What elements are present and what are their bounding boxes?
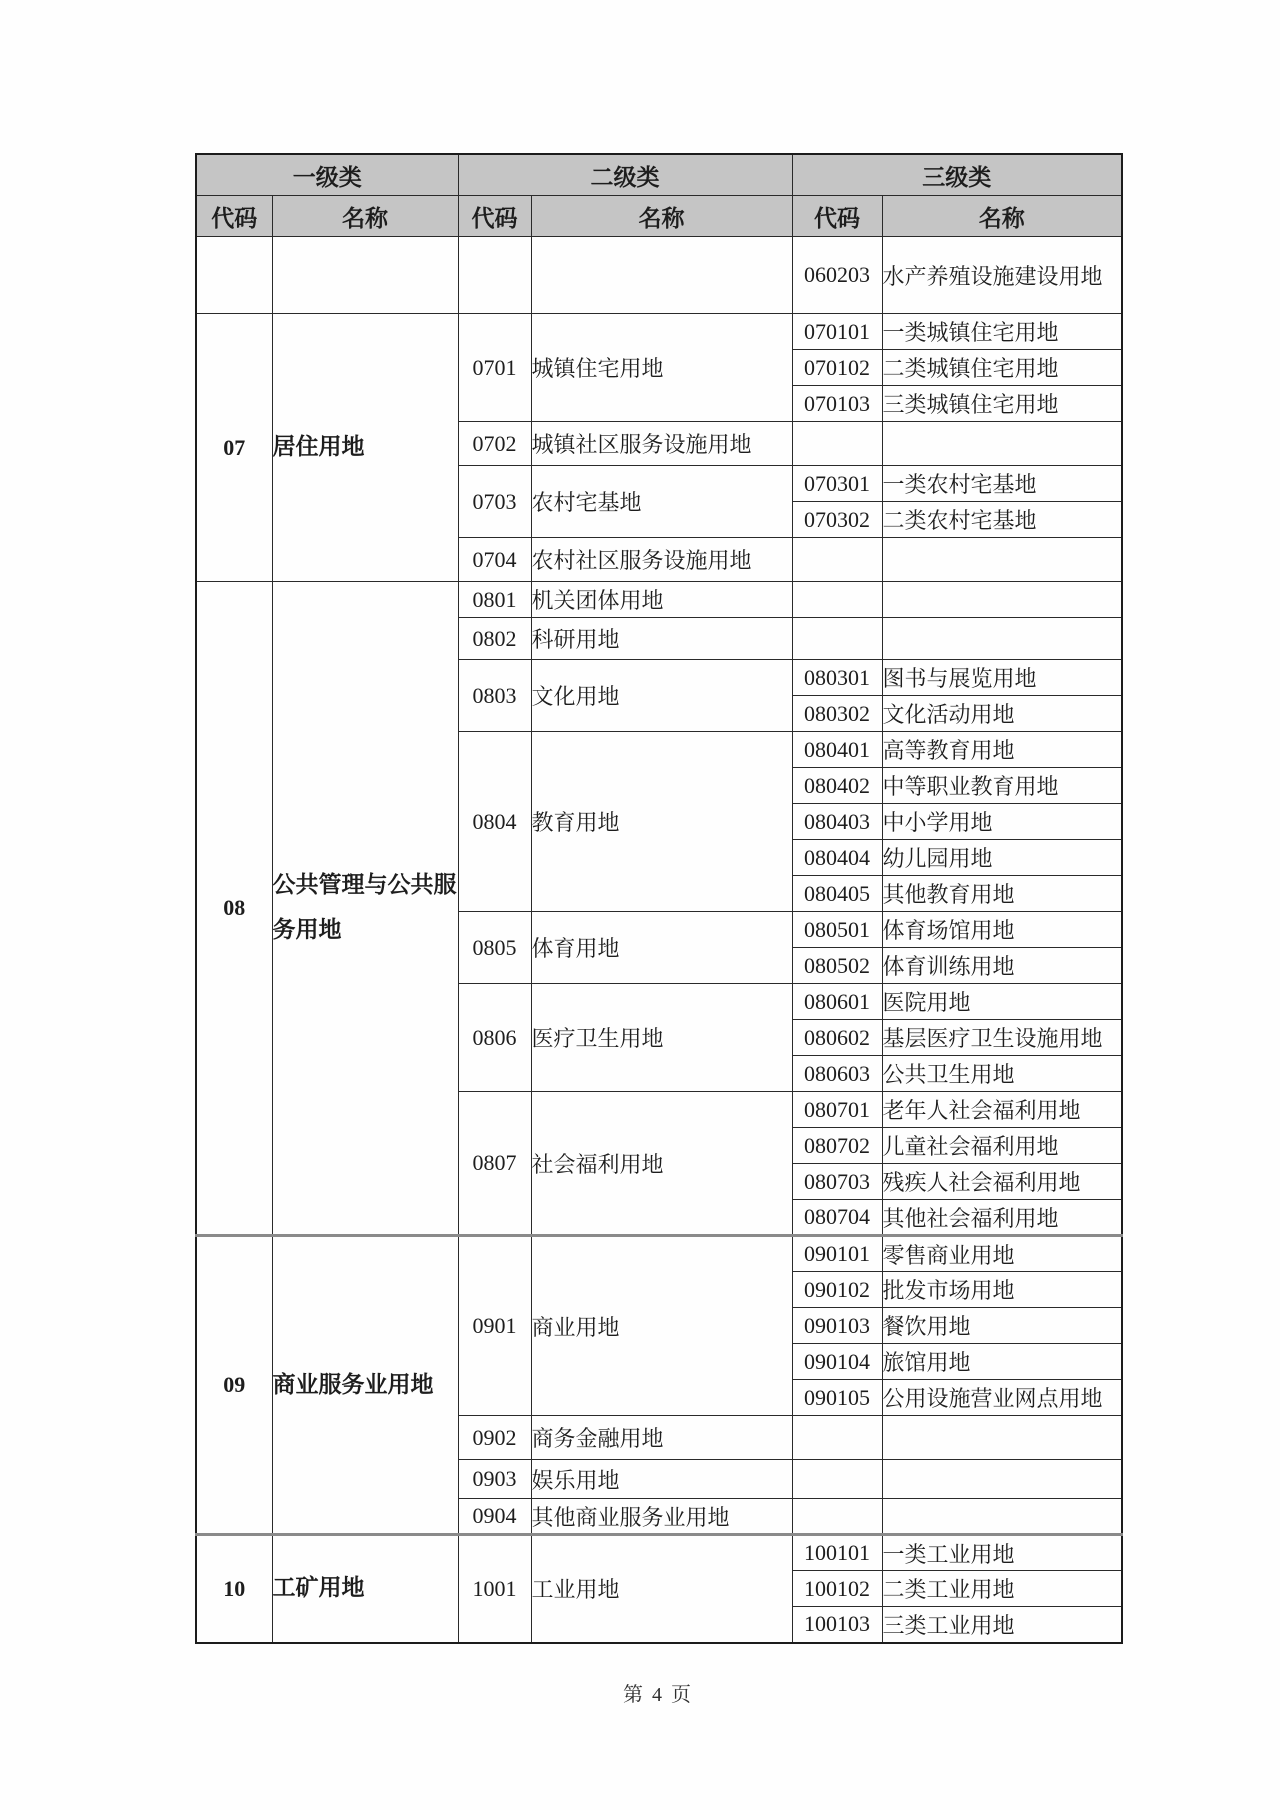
l3-code-cell <box>792 1416 882 1460</box>
l3-code-cell: 080402 <box>792 768 882 804</box>
l2-code-cell <box>458 237 531 314</box>
l2-code-cell: 0902 <box>458 1416 531 1460</box>
l1-code-cell <box>196 237 272 314</box>
l3-code-cell: 090102 <box>792 1272 882 1308</box>
l2-code-cell: 0702 <box>458 422 531 466</box>
l2-code-cell: 0704 <box>458 538 531 582</box>
l3-code-cell: 080603 <box>792 1056 882 1092</box>
l3-code-cell <box>792 1460 882 1499</box>
l3-code-cell: 080501 <box>792 912 882 948</box>
level2-group-header: 二级类 <box>458 154 792 196</box>
l1-name-header: 名称 <box>272 196 458 237</box>
l3-code-cell: 070102 <box>792 350 882 386</box>
l1-name-cell: 工矿用地 <box>272 1535 458 1643</box>
l3-code-cell: 090104 <box>792 1344 882 1380</box>
l2-name-header: 名称 <box>531 196 792 237</box>
l3-name-cell: 水产养殖设施建设用地 <box>882 237 1122 314</box>
l3-name-cell: 体育场馆用地 <box>882 912 1122 948</box>
l3-name-cell: 二类农村宅基地 <box>882 502 1122 538</box>
l3-code-cell: 090101 <box>792 1236 882 1272</box>
land-use-classification-table <box>195 153 1123 1644</box>
l2-name-cell: 机关团体用地 <box>531 582 792 618</box>
table-row <box>196 314 1122 350</box>
l3-name-cell <box>882 1416 1122 1460</box>
l3-name-cell: 公用设施营业网点用地 <box>882 1380 1122 1416</box>
l2-name-cell: 商务金融用地 <box>531 1416 792 1460</box>
l3-code-cell: 060203 <box>792 237 882 314</box>
l2-name-cell: 城镇社区服务设施用地 <box>531 422 792 466</box>
l3-code-cell: 080701 <box>792 1092 882 1128</box>
l2-code-cell: 0903 <box>458 1460 531 1499</box>
table-row <box>196 237 1122 314</box>
l2-code-cell: 0701 <box>458 314 531 422</box>
l3-name-cell: 零售商业用地 <box>882 1236 1122 1272</box>
l3-name-cell: 公共卫生用地 <box>882 1056 1122 1092</box>
l3-name-cell: 餐饮用地 <box>882 1308 1122 1344</box>
l3-code-cell: 080601 <box>792 984 882 1020</box>
l3-name-cell: 图书与展览用地 <box>882 660 1122 696</box>
l2-code-cell: 0703 <box>458 466 531 538</box>
l3-name-cell <box>882 618 1122 660</box>
l3-name-cell: 一类城镇住宅用地 <box>882 314 1122 350</box>
l3-code-cell <box>792 422 882 466</box>
l3-name-cell: 一类工业用地 <box>882 1535 1122 1571</box>
l1-name-cell: 商业服务业用地 <box>272 1236 458 1535</box>
l3-code-cell: 080704 <box>792 1200 882 1236</box>
l3-name-cell: 中等职业教育用地 <box>882 768 1122 804</box>
l2-name-cell: 科研用地 <box>531 618 792 660</box>
l3-code-cell <box>792 538 882 582</box>
l3-name-cell: 中小学用地 <box>882 804 1122 840</box>
l2-code-cell: 0805 <box>458 912 531 984</box>
l3-name-cell: 文化活动用地 <box>882 696 1122 732</box>
level3-group-header: 三级类 <box>792 154 1122 196</box>
l2-name-cell: 文化用地 <box>531 660 792 732</box>
l2-name-cell: 娱乐用地 <box>531 1460 792 1499</box>
level1-group-header: 一级类 <box>196 154 458 196</box>
l3-name-cell: 其他社会福利用地 <box>882 1200 1122 1236</box>
l3-name-cell: 三类工业用地 <box>882 1607 1122 1643</box>
l3-code-cell: 080602 <box>792 1020 882 1056</box>
l3-code-cell: 090103 <box>792 1308 882 1344</box>
group-header-row <box>196 154 1122 196</box>
l2-name-cell <box>531 237 792 314</box>
l2-code-cell: 1001 <box>458 1535 531 1643</box>
l3-name-cell: 老年人社会福利用地 <box>882 1092 1122 1128</box>
table-row <box>196 1535 1122 1571</box>
l3-name-header: 名称 <box>882 196 1122 237</box>
l1-name-cell <box>272 237 458 314</box>
l3-code-cell: 080403 <box>792 804 882 840</box>
l2-code-cell: 0804 <box>458 732 531 912</box>
l2-code-header: 代码 <box>458 196 531 237</box>
l1-code-cell: 10 <box>196 1535 272 1643</box>
l3-code-cell: 090105 <box>792 1380 882 1416</box>
l3-name-cell: 高等教育用地 <box>882 732 1122 768</box>
l3-code-cell: 080502 <box>792 948 882 984</box>
l2-name-cell: 体育用地 <box>531 912 792 984</box>
l1-name-cell: 居住用地 <box>272 314 458 582</box>
l2-name-cell: 社会福利用地 <box>531 1092 792 1236</box>
l3-name-cell <box>882 1460 1122 1499</box>
l2-name-cell: 医疗卫生用地 <box>531 984 792 1092</box>
l3-name-cell <box>882 582 1122 618</box>
l3-code-cell: 080404 <box>792 840 882 876</box>
l3-name-cell <box>882 1499 1122 1535</box>
l3-name-cell: 一类农村宅基地 <box>882 466 1122 502</box>
l3-name-cell: 二类城镇住宅用地 <box>882 350 1122 386</box>
l1-code-cell: 08 <box>196 582 272 1236</box>
l2-name-cell: 农村宅基地 <box>531 466 792 538</box>
l3-code-cell <box>792 582 882 618</box>
l2-code-cell: 0904 <box>458 1499 531 1535</box>
l2-code-cell: 0802 <box>458 618 531 660</box>
sub-header-row <box>196 196 1122 237</box>
l3-name-cell: 幼儿园用地 <box>882 840 1122 876</box>
l3-code-cell: 080302 <box>792 696 882 732</box>
l3-code-cell: 080405 <box>792 876 882 912</box>
l3-name-cell: 儿童社会福利用地 <box>882 1128 1122 1164</box>
l2-name-cell: 农村社区服务设施用地 <box>531 538 792 582</box>
l2-name-cell: 城镇住宅用地 <box>531 314 792 422</box>
l2-code-cell: 0806 <box>458 984 531 1092</box>
l2-code-cell: 0801 <box>458 582 531 618</box>
l3-code-cell: 070301 <box>792 466 882 502</box>
l1-code-header: 代码 <box>196 196 272 237</box>
l3-code-cell: 070302 <box>792 502 882 538</box>
l1-name-cell: 公共管理与公共服务用地 <box>272 582 458 1236</box>
l2-code-cell: 0803 <box>458 660 531 732</box>
l1-code-cell: 09 <box>196 1236 272 1535</box>
l3-name-cell: 三类城镇住宅用地 <box>882 386 1122 422</box>
l3-code-cell <box>792 618 882 660</box>
l3-name-cell: 残疾人社会福利用地 <box>882 1164 1122 1200</box>
table-row <box>196 582 1122 618</box>
l3-code-cell: 100103 <box>792 1607 882 1643</box>
l2-name-cell: 其他商业服务业用地 <box>531 1499 792 1535</box>
l3-code-header: 代码 <box>792 196 882 237</box>
l3-code-cell <box>792 1499 882 1535</box>
l3-name-cell: 其他教育用地 <box>882 876 1122 912</box>
l3-name-cell: 基层医疗卫生设施用地 <box>882 1020 1122 1056</box>
l3-code-cell: 070103 <box>792 386 882 422</box>
l3-code-cell: 100101 <box>792 1535 882 1571</box>
l3-code-cell: 100102 <box>792 1571 882 1607</box>
l3-code-cell: 080301 <box>792 660 882 696</box>
l2-name-cell: 教育用地 <box>531 732 792 912</box>
l2-name-cell: 商业用地 <box>531 1236 792 1416</box>
l3-name-cell: 批发市场用地 <box>882 1272 1122 1308</box>
l3-name-cell: 旅馆用地 <box>882 1344 1122 1380</box>
l3-code-cell: 080703 <box>792 1164 882 1200</box>
l2-name-cell: 工业用地 <box>531 1535 792 1643</box>
l3-name-cell: 二类工业用地 <box>882 1571 1122 1607</box>
l3-code-cell: 070101 <box>792 314 882 350</box>
l3-name-cell <box>882 538 1122 582</box>
l3-name-cell: 医院用地 <box>882 984 1122 1020</box>
l2-code-cell: 0807 <box>458 1092 531 1236</box>
l3-name-cell: 体育训练用地 <box>882 948 1122 984</box>
classification-table-body <box>196 237 1122 1643</box>
page-number: 第 4 页 <box>623 1684 693 1706</box>
l1-code-cell: 07 <box>196 314 272 582</box>
l2-code-cell: 0901 <box>458 1236 531 1416</box>
l3-code-cell: 080401 <box>792 732 882 768</box>
l3-code-cell: 080702 <box>792 1128 882 1164</box>
table-header <box>196 154 1122 237</box>
l3-name-cell <box>882 422 1122 466</box>
table-row <box>196 1236 1122 1272</box>
